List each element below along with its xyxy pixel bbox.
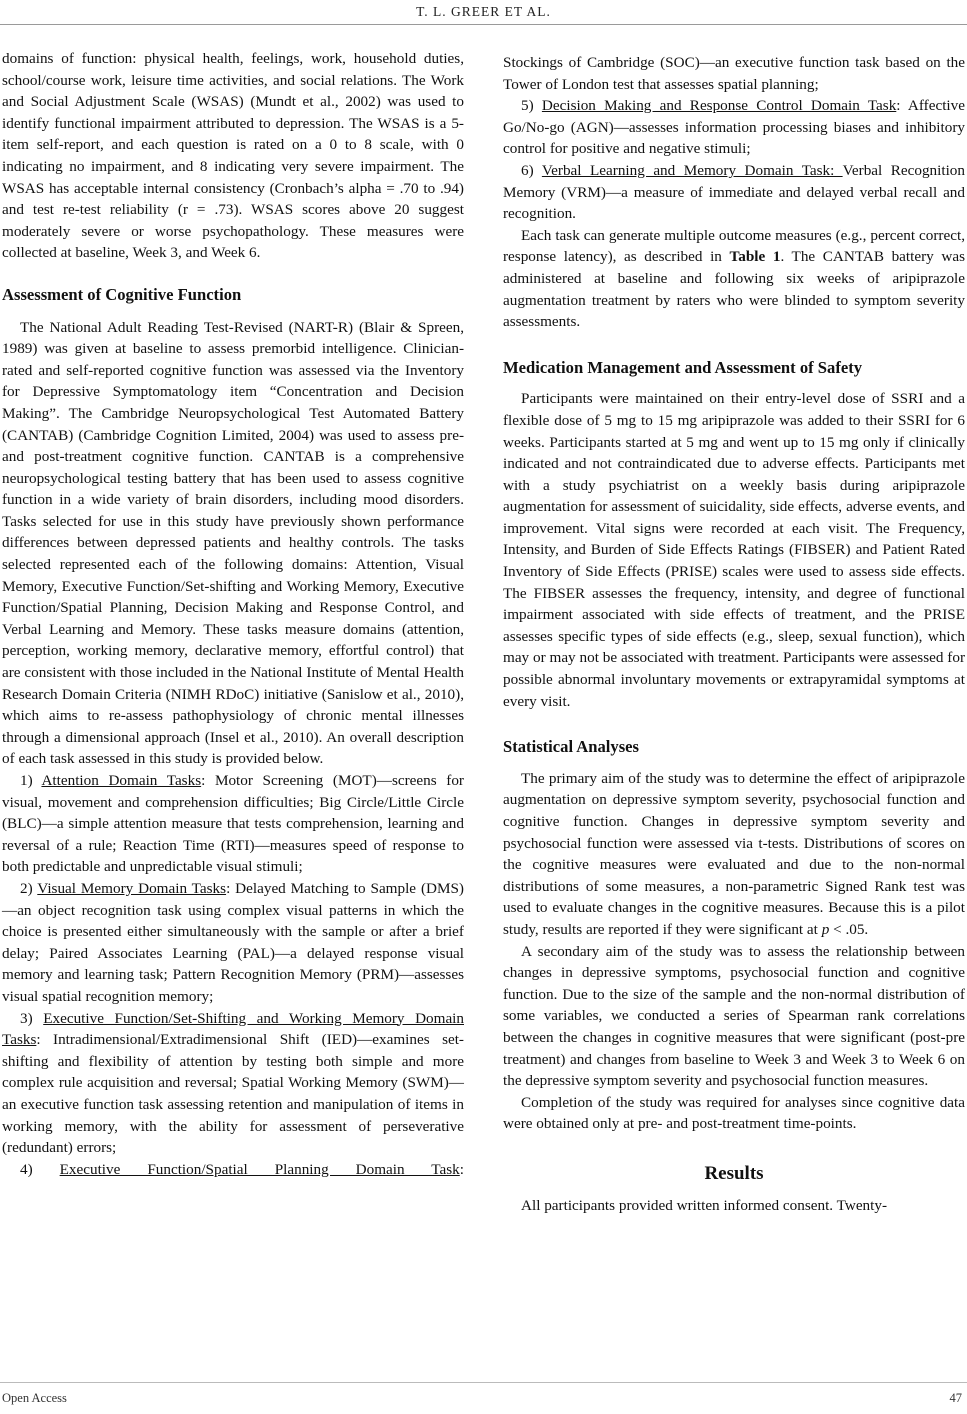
- page-number: 47: [949, 1391, 962, 1405]
- right-column: [503, 52, 965, 1216]
- p-value-symbol: p: [821, 920, 830, 938]
- paragraph-secondary-aim: A secondary aim of the study was to assess the relationship between changes in depressive symptoms, psychosocial function and cognitive function. Due to the size of the sample and the non-normal distribution of some variables, we conducted a series of Spearman rank correlations between the changes in cognitive measures that were significant (post-pre treatment) and changes from baseline to Week 3 and Week 3 to Week 6 on the depressive symptom severity and psychosocial function measures.: [503, 942, 965, 1090]
- item-visual-memory-domain: [2, 878, 464, 1008]
- item-text: : Intradimensional/Extradimensional Shift (IED)—examines set-shifting and flexibility of attention by testing both simple and more complex rule acquisition and reversal; Spatial Working Memory (SWM)—an executive function task assessing retention and manipulation of items in working memory, with the ability for assessment of perseverative (redundant) errors;: [2, 1031, 464, 1157]
- item-executive-set-shifting-domain: [2, 1008, 464, 1159]
- text-fragment: . The CANTAB battery was administered at baseline and following six weeks of aripiprazole augmentation treatment by raters who were blinded to symptom severity assessments.: [503, 248, 965, 331]
- item-title: Verbal Learning and Memory Domain Task:: [541, 161, 843, 179]
- paragraph-completion: Completion of the study was required for analyses since cognitive data were obtained only at pre- and post-treatment time-points.: [503, 1093, 965, 1133]
- running-head: T. L. GREER ET AL.: [416, 4, 551, 19]
- heading-results: Results: [704, 1162, 764, 1184]
- item-title: Decision Making and Response Control Domain Task: [541, 97, 897, 115]
- item-text: :: [459, 1160, 464, 1178]
- item-decision-making-domain: [503, 95, 965, 160]
- item-title: Executive Function/Spatial Planning Domain Task: [59, 1160, 460, 1178]
- text-fragment: < .05.: [829, 920, 869, 938]
- item-title: Executive Function/Set-Shifting and Working Memory Domain Tasks: [2, 1009, 464, 1049]
- heading-medication-management: Medication Management and Assessment of Safety: [503, 357, 863, 377]
- header-rule: [0, 24, 967, 25]
- heading-cognitive-function: Assessment of Cognitive Function: [2, 284, 242, 304]
- item-number: 6): [521, 161, 542, 179]
- journal-label: Open Access: [2, 1391, 67, 1405]
- paragraph-wsas: domains of function: physical health, feelings, work, household duties, school/course work, leisure time activities, and social relations. The Work and Social Adjustment Scale (WSAS) (Mundt et al., 2002) was used to identify functional impairment attributed to depression. The WSAS is a 5-item self-report, and each question is rated on a 0 to 8 scale, with 0 indicating no impairment, and 8 indicating very severe impairment. The WSAS has acceptable internal consistency (Cronbach’s alpha = .70 to .94) and test re-test reliability (r = .73). WSAS scores above 20 suggest moderately severe or worse psychopathology. These measures were collected at baseline, Week 3, and Week 6.: [2, 50, 464, 262]
- left-column: [2, 48, 464, 1180]
- footer-rule: [0, 1382, 967, 1383]
- item-title: Attention Domain Tasks: [41, 772, 202, 789]
- item-verbal-learning-domain: [503, 160, 965, 225]
- item-text: : Motor Screening (MOT)—screens for visual, movement and comprehension difficulties; Big Circle/Little Circle (BLC)—a simple attention measure that tests comprehension, learning and reversal of a rule; Reaction Time (RTI)—measures speed of response to both predictable and unpredictable visual stimuli;: [2, 772, 464, 876]
- item-text: Verbal Recognition Memory (VRM)—a measure of immediate and delayed verbal recall and recognition.: [503, 161, 965, 223]
- item-number: 1): [20, 772, 42, 789]
- item-number: 5): [521, 97, 542, 115]
- item-spatial-planning-domain: [2, 1159, 464, 1181]
- heading-statistical-analyses: Statistical Analyses: [503, 737, 639, 757]
- item-number: 4): [20, 1160, 60, 1178]
- item-title: Visual Memory Domain Tasks: [37, 879, 227, 897]
- item-text: : Affective Go/No-go (AGN)—assesses information processing biases and inhibitory control for positive and negative stimuli;: [503, 97, 965, 158]
- item-number: 3): [20, 1009, 44, 1027]
- paragraph-outcome-measures: [503, 225, 965, 333]
- text-fragment: Each task can generate multiple outcome measures (e.g., percent correct, response latency), as described in: [503, 226, 965, 266]
- text-fragment: The primary aim of the study was to determine the effect of aripiprazole augmentation on depressive symptom severity, psychosocial function and cognitive function. Changes in depressive symptom severity and psychosocial function were assessed via t-tests. Distributions of scores on the cognitive measures were evaluated and due to the non-normal distributions of some measures, a non-parametric Signed Rank test was used to evaluate changes in the cognitive measures. Because this is a pilot study, results are reported if they were significant at: [503, 769, 965, 938]
- paragraph-soc-continued: Stockings of Cambridge (SOC)—an executive function task based on the Tower of London test that assesses spatial planning;: [503, 54, 965, 93]
- item-attention-domain: [2, 770, 464, 878]
- paragraph-cognitive-assessment: The National Adult Reading Test-Revised (NART-R) (Blair & Spreen, 1989) was given at baseline to assess premorbid intelligence. Clinician-rated and self-reported cognitive function was assessed via the Inventory for Depressive Symptomatology item “Concentration and Decision Making”. The Cambridge Neuropsychological Test Automated Battery (CANTAB) (Cambridge Cognition Limited, 2004) was used to assess pre- and post-treatment cognitive function. CANTAB is a comprehensive neuropsychological testing battery that has been used to assess cognitive function in a wide variety of brain disorders, including mood disorders. Tasks selected for use in this study have previously shown performance differences between depressed patients and healthy controls. The tasks selected represented each of the following domains: Attention, Visual Memory, Executive Function/Set-shifting and Working Memory, Executive Function/Spatial Planning, Decision Making and Response Control, and Verbal Learning and Memory. These tasks measure domains (attention, perception, working memory, declarative memory, effortful control) that are consistent with those included in the National Institute of Mental Health Research Domain Criteria (NIMH RDoC) initiative (Sanislow et al., 2010), which aims to re-assess pathophysiology of chronic mental illnesses through a dimensional approach (Insel et al., 2010). An overall description of each task assessed in this study is provided below.: [2, 318, 464, 768]
- item-text: : Delayed Matching to Sample (DMS)—an object recognition task using complex visual patterns in which the choice is presented either simultaneously with the sample or after a brief delay; Paired Associates Learning (PAL)—a delayed response visual memory and learning task; Pattern Recognition Memory (PRM)—assesses visual spatial recognition memory;: [2, 879, 464, 1005]
- paragraph-results: All participants provided written informed consent. Twenty-: [521, 1196, 888, 1214]
- table-reference: Table 1: [729, 248, 781, 266]
- paragraph-medication-management: Participants were maintained on their entry-level dose of SSRI and a flexible dose of 5 mg to 15 mg aripiprazole was added to their SSRI for 6 weeks. Participants started at 5 mg and went up to 15 mg only if clinically indicated and not contraindicated due to adverse effects. Participants met with a study psychiatrist on a weekly basis during aripiprazole augmentation for assessment of suicidality, side effects, adverse events, and improvement. Vital signs were recorded at each visit. The Frequency, Intensity, and Burden of Side Effects Ratings (FIBSER) and Patient Rated Inventory of Side Effects (PRISE) scales were used to assess side effects. The FIBSER assesses the frequency, intensity, and degree of functional impairment associated with side effects of treatment, and the PRISE assesses specific types of side effects (e.g., sleep, sexual function), which may or may not be associated with treatment. Participants were assessed for possible abnormal involuntary movements or extrapyramidal symptoms at every visit.: [503, 390, 965, 710]
- paragraph-primary-aim: [503, 768, 965, 941]
- item-number: 2): [20, 879, 38, 897]
